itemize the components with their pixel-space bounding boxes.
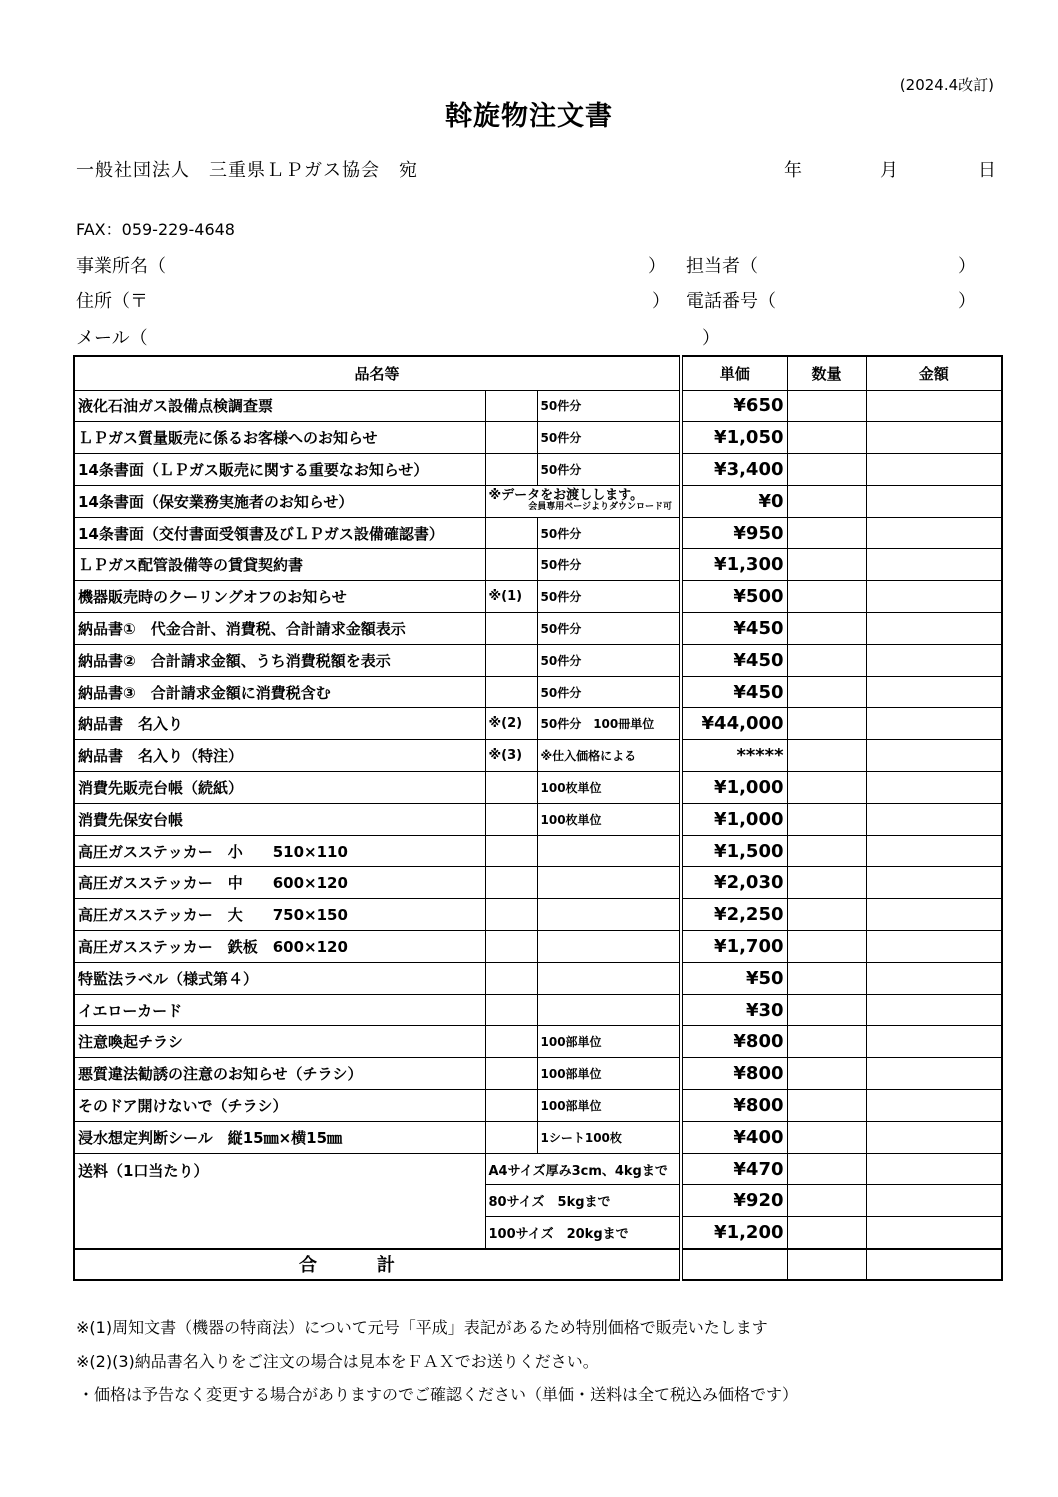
item-amount[interactable] bbox=[866, 1090, 1002, 1122]
revision-date: (2024.4改訂) bbox=[899, 76, 994, 94]
item-price: ¥1,700 bbox=[681, 931, 787, 963]
footnote-1: ※(1)周知文書（機器の特商法）について元号「平成」表記があるため特別価格で販売いたします bbox=[76, 1318, 768, 1337]
table-row bbox=[74, 581, 1002, 613]
table-row bbox=[74, 517, 1002, 549]
item-unit: 1シート100枚 bbox=[537, 1121, 681, 1153]
item-name: 納品書 名入り（特注） bbox=[74, 740, 485, 772]
item-amount[interactable] bbox=[866, 485, 1002, 517]
addressee: 一般社団法人 三重県ＬＰガス協会 宛 bbox=[76, 160, 418, 181]
item-qty[interactable] bbox=[787, 803, 866, 835]
shipping-qty[interactable] bbox=[787, 1185, 866, 1217]
item-price: ¥450 bbox=[681, 613, 787, 645]
item-mark bbox=[485, 454, 537, 486]
item-price: ¥500 bbox=[681, 581, 787, 613]
item-mark bbox=[485, 994, 537, 1026]
item-name: 消費先保安台帳 bbox=[74, 803, 485, 835]
table-row bbox=[74, 454, 1002, 486]
item-amount[interactable] bbox=[866, 994, 1002, 1026]
footnote-2: ※(2)(3)納品書名入りをご注文の場合は見本をＦＡＸでお送りください。 bbox=[76, 1352, 599, 1371]
table-row bbox=[74, 422, 1002, 454]
item-unit: 50件分 bbox=[537, 613, 681, 645]
item-mark: ※(2) bbox=[485, 708, 537, 740]
item-mark bbox=[485, 899, 537, 931]
item-amount[interactable] bbox=[866, 613, 1002, 645]
item-price: ¥1,500 bbox=[681, 835, 787, 867]
item-unit: 100部単位 bbox=[537, 1026, 681, 1058]
table-row bbox=[74, 803, 1002, 835]
total-price-blank bbox=[681, 1249, 787, 1281]
table-row bbox=[74, 676, 1002, 708]
table-row bbox=[74, 994, 1002, 1026]
item-unit: 50件分 bbox=[537, 581, 681, 613]
item-name: 浸水想定判断シール 縦15㎜×横15㎜ bbox=[74, 1121, 485, 1153]
address-close: ） bbox=[652, 291, 670, 312]
shipping-price: ¥920 bbox=[681, 1185, 787, 1217]
item-qty[interactable] bbox=[787, 581, 866, 613]
item-unit: 100枚単位 bbox=[537, 772, 681, 804]
item-qty[interactable] bbox=[787, 1026, 866, 1058]
item-unit: 100部単位 bbox=[537, 1058, 681, 1090]
item-unit: 50件分 bbox=[537, 390, 681, 422]
item-amount[interactable] bbox=[866, 962, 1002, 994]
shipping-size: 100サイズ 20kgまで bbox=[485, 1217, 681, 1249]
item-qty[interactable] bbox=[787, 485, 866, 517]
item-amount[interactable] bbox=[866, 644, 1002, 676]
item-amount[interactable] bbox=[866, 708, 1002, 740]
phone-close: ） bbox=[958, 291, 976, 312]
item-price: ¥3,400 bbox=[681, 454, 787, 486]
date-year-label: 年 bbox=[784, 160, 802, 181]
item-name: 機器販売時のクーリングオフのお知らせ bbox=[74, 581, 485, 613]
item-mark bbox=[485, 676, 537, 708]
item-amount[interactable] bbox=[866, 454, 1002, 486]
item-unit bbox=[537, 994, 681, 1026]
item-name: 納品書 名入り bbox=[74, 708, 485, 740]
header-amount: 金額 bbox=[866, 356, 1002, 390]
table-row bbox=[74, 549, 1002, 581]
item-name: ＬＰガス配管設備等の賃貸契約書 bbox=[74, 549, 485, 581]
item-price: ***** bbox=[681, 740, 787, 772]
item-mark bbox=[485, 772, 537, 804]
item-qty[interactable] bbox=[787, 549, 866, 581]
shipping-size: 80サイズ 5kgまで bbox=[485, 1185, 681, 1217]
item-name: 特監法ラベル（様式第４） bbox=[74, 962, 485, 994]
item-name: 高圧ガスステッカー 大 750×150 bbox=[74, 899, 485, 931]
table-row bbox=[74, 1090, 1002, 1122]
item-mark bbox=[485, 390, 537, 422]
item-amount[interactable] bbox=[866, 803, 1002, 835]
item-price: ¥450 bbox=[681, 676, 787, 708]
item-name: 高圧ガスステッカー 小 510×110 bbox=[74, 835, 485, 867]
item-unit: 100部単位 bbox=[537, 1090, 681, 1122]
item-mark bbox=[485, 1026, 537, 1058]
item-mark bbox=[485, 803, 537, 835]
item-qty[interactable] bbox=[787, 390, 866, 422]
item-qty[interactable] bbox=[787, 867, 866, 899]
mail-label: メール（ bbox=[76, 328, 148, 349]
item-qty[interactable] bbox=[787, 422, 866, 454]
office-name-close: ） bbox=[648, 256, 666, 277]
item-qty[interactable] bbox=[787, 1121, 866, 1153]
order-table bbox=[73, 355, 1003, 1281]
item-unit: 50件分 100冊単位 bbox=[537, 708, 681, 740]
item-price: ¥800 bbox=[681, 1090, 787, 1122]
table-row bbox=[74, 740, 1002, 772]
item-amount[interactable] bbox=[866, 1058, 1002, 1090]
item-unit: 100枚単位 bbox=[537, 803, 681, 835]
item-name: 高圧ガスステッカー 中 600×120 bbox=[74, 867, 485, 899]
item-amount[interactable] bbox=[866, 549, 1002, 581]
fax-number: FAX：059-229-4648 bbox=[76, 220, 235, 239]
shipping-size: A4サイズ厚み3cm、4kgまで bbox=[485, 1153, 681, 1185]
item-price: ¥44,000 bbox=[681, 708, 787, 740]
total-amount[interactable] bbox=[866, 1249, 1002, 1281]
shipping-row bbox=[74, 1153, 1002, 1185]
item-qty[interactable] bbox=[787, 994, 866, 1026]
person-label: 担当者（ bbox=[686, 256, 758, 277]
table-row bbox=[74, 708, 1002, 740]
item-qty[interactable] bbox=[787, 1090, 866, 1122]
address-label: 住所（〒 bbox=[76, 291, 148, 312]
item-amount[interactable] bbox=[866, 422, 1002, 454]
shipping-qty[interactable] bbox=[787, 1153, 866, 1185]
item-mark bbox=[485, 962, 537, 994]
table-header-row bbox=[74, 356, 1002, 390]
table-row bbox=[74, 867, 1002, 899]
item-name: ＬＰガス質量販売に係るお客様へのお知らせ bbox=[74, 422, 485, 454]
item-unit bbox=[537, 835, 681, 867]
shipping-amount[interactable] bbox=[866, 1185, 1002, 1217]
item-name: 納品書② 合計請求金額、うち消費税額を表示 bbox=[74, 644, 485, 676]
item-unit: 50件分 bbox=[537, 549, 681, 581]
item-mark bbox=[485, 422, 537, 454]
item-name: 悪質違法勧誘の注意のお知らせ（チラシ） bbox=[74, 1058, 485, 1090]
item-price: ¥50 bbox=[681, 962, 787, 994]
item-name: 14条書面（ＬＰガス販売に関する重要なお知らせ） bbox=[74, 454, 485, 486]
item-amount[interactable] bbox=[866, 867, 1002, 899]
table-row bbox=[74, 613, 1002, 645]
item-qty[interactable] bbox=[787, 740, 866, 772]
table-row bbox=[74, 1026, 1002, 1058]
item-qty[interactable] bbox=[787, 835, 866, 867]
item-qty[interactable] bbox=[787, 962, 866, 994]
item-qty[interactable] bbox=[787, 772, 866, 804]
table-row bbox=[74, 485, 1002, 517]
footnote-3: ・価格は予告なく変更する場合がありますのでご確認ください（単価・送料は全て税込み価格です） bbox=[78, 1385, 799, 1404]
item-price: ¥2,250 bbox=[681, 899, 787, 931]
item-price: ¥2,030 bbox=[681, 867, 787, 899]
item-mark bbox=[485, 517, 537, 549]
item-qty[interactable] bbox=[787, 454, 866, 486]
item-amount[interactable] bbox=[866, 899, 1002, 931]
item-note bbox=[485, 485, 681, 517]
item-qty[interactable] bbox=[787, 899, 866, 931]
item-qty[interactable] bbox=[787, 613, 866, 645]
item-price: ¥1,000 bbox=[681, 803, 787, 835]
item-price: ¥650 bbox=[681, 390, 787, 422]
office-name-label: 事業所名（ bbox=[76, 256, 166, 277]
item-name: イエローカード bbox=[74, 994, 485, 1026]
item-price: ¥0 bbox=[681, 485, 787, 517]
item-mark bbox=[485, 644, 537, 676]
item-price: ¥950 bbox=[681, 517, 787, 549]
mail-close: ） bbox=[702, 328, 720, 349]
table-row bbox=[74, 899, 1002, 931]
table-row bbox=[74, 390, 1002, 422]
item-price: ¥1,000 bbox=[681, 772, 787, 804]
item-amount[interactable] bbox=[866, 581, 1002, 613]
item-price: ¥30 bbox=[681, 994, 787, 1026]
data-provided-note: ※データをお渡しします。 bbox=[488, 488, 644, 504]
item-mark bbox=[485, 931, 537, 963]
table-row bbox=[74, 835, 1002, 867]
page-title: 斡旋物注文書 bbox=[445, 101, 613, 132]
item-price: ¥450 bbox=[681, 644, 787, 676]
item-amount[interactable] bbox=[866, 1121, 1002, 1153]
header-item: 品名等 bbox=[74, 356, 681, 390]
item-unit bbox=[537, 962, 681, 994]
person-close: ） bbox=[958, 256, 976, 277]
item-amount[interactable] bbox=[866, 772, 1002, 804]
table-row bbox=[74, 644, 1002, 676]
total-qty[interactable] bbox=[787, 1249, 866, 1281]
item-name: 高圧ガスステッカー 鉄板 600×120 bbox=[74, 931, 485, 963]
table-row bbox=[74, 931, 1002, 963]
item-unit: 50件分 bbox=[537, 454, 681, 486]
item-qty[interactable] bbox=[787, 708, 866, 740]
item-name: 消費先販売台帳（続紙） bbox=[74, 772, 485, 804]
item-qty[interactable] bbox=[787, 644, 866, 676]
date-day-label: 日 bbox=[978, 160, 996, 181]
table-row bbox=[74, 962, 1002, 994]
item-price: ¥1,300 bbox=[681, 549, 787, 581]
shipping-qty[interactable] bbox=[787, 1217, 866, 1249]
table-row bbox=[74, 1058, 1002, 1090]
item-qty[interactable] bbox=[787, 931, 866, 963]
phone-label: 電話番号（ bbox=[686, 291, 776, 312]
item-mark bbox=[485, 1090, 537, 1122]
item-amount[interactable] bbox=[866, 676, 1002, 708]
item-mark: ※(1) bbox=[485, 581, 537, 613]
item-qty[interactable] bbox=[787, 517, 866, 549]
table-row bbox=[74, 772, 1002, 804]
item-name: 14条書面（保安業務実施者のお知らせ） bbox=[74, 485, 485, 517]
item-unit: 50件分 bbox=[537, 517, 681, 549]
shipping-price: ¥1,200 bbox=[681, 1217, 787, 1249]
item-price: ¥400 bbox=[681, 1121, 787, 1153]
item-price: ¥1,050 bbox=[681, 422, 787, 454]
item-amount[interactable] bbox=[866, 835, 1002, 867]
item-mark bbox=[485, 613, 537, 645]
item-mark bbox=[485, 867, 537, 899]
header-price: 単価 bbox=[681, 356, 787, 390]
total-row bbox=[74, 1249, 1002, 1281]
item-name: 液化石油ガス設備点検調査票 bbox=[74, 390, 485, 422]
item-unit bbox=[537, 899, 681, 931]
item-unit: ※仕入価格による bbox=[537, 740, 681, 772]
total-label: 合計 bbox=[74, 1249, 681, 1281]
item-mark: ※(3) bbox=[485, 740, 537, 772]
item-amount[interactable] bbox=[866, 740, 1002, 772]
item-mark bbox=[485, 1121, 537, 1153]
item-qty[interactable] bbox=[787, 676, 866, 708]
item-unit bbox=[537, 931, 681, 963]
item-amount[interactable] bbox=[866, 390, 1002, 422]
item-qty[interactable] bbox=[787, 1058, 866, 1090]
shipping-amount[interactable] bbox=[866, 1153, 1002, 1185]
item-mark bbox=[485, 1058, 537, 1090]
shipping-name: 送料（1口当たり） bbox=[74, 1153, 485, 1248]
item-unit: 50件分 bbox=[537, 422, 681, 454]
item-unit bbox=[537, 867, 681, 899]
header-qty: 数量 bbox=[787, 356, 866, 390]
item-amount[interactable] bbox=[866, 1026, 1002, 1058]
table-row bbox=[74, 1121, 1002, 1153]
item-mark bbox=[485, 549, 537, 581]
item-unit: 50件分 bbox=[537, 676, 681, 708]
item-name: 納品書③ 合計請求金額に消費税含む bbox=[74, 676, 485, 708]
item-mark bbox=[485, 835, 537, 867]
item-price: ¥800 bbox=[681, 1026, 787, 1058]
shipping-amount[interactable] bbox=[866, 1217, 1002, 1249]
item-amount[interactable] bbox=[866, 517, 1002, 549]
item-amount[interactable] bbox=[866, 931, 1002, 963]
item-unit: 50件分 bbox=[537, 644, 681, 676]
date-month-label: 月 bbox=[880, 160, 898, 181]
item-name: 注意喚起チラシ bbox=[74, 1026, 485, 1058]
shipping-price: ¥470 bbox=[681, 1153, 787, 1185]
item-name: そのドア開けないで（チラシ） bbox=[74, 1090, 485, 1122]
item-name: 14条書面（交付書面受領書及びＬＰガス設備確認書） bbox=[74, 517, 485, 549]
item-name: 納品書① 代金合計、消費税、合計請求金額表示 bbox=[74, 613, 485, 645]
item-price: ¥800 bbox=[681, 1058, 787, 1090]
download-note: 会員専用ページよりダウンロード可 bbox=[528, 502, 673, 513]
